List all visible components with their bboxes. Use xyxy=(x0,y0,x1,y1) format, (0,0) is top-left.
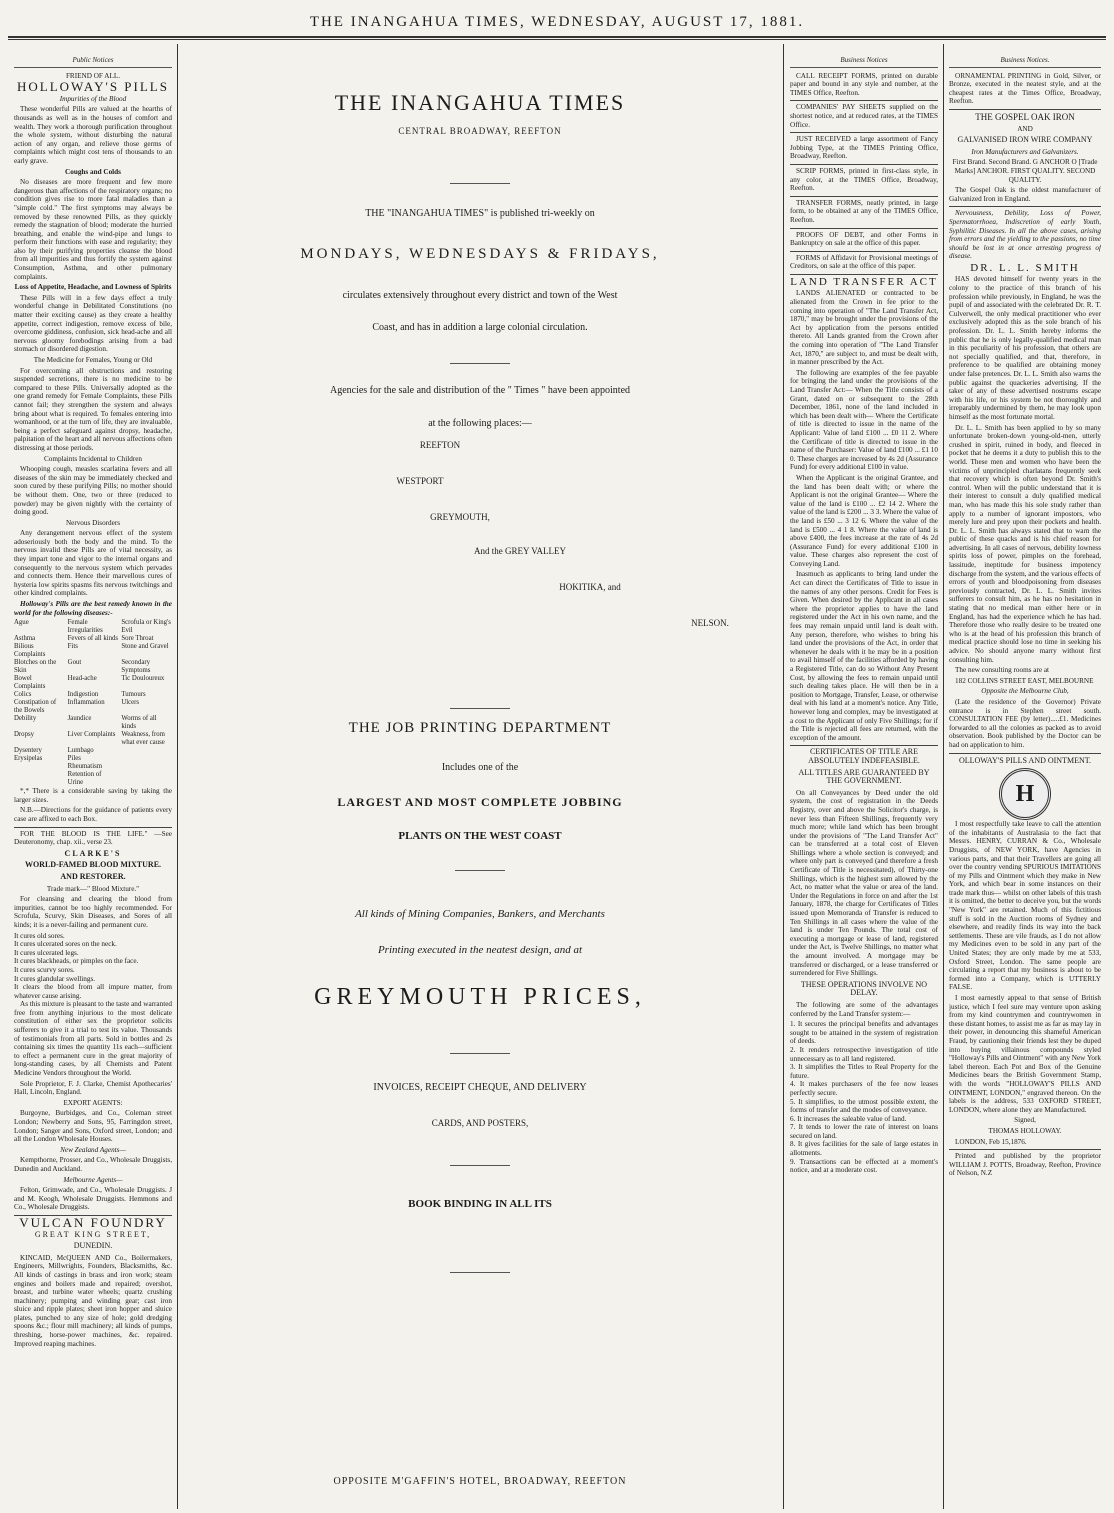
disease-cell: Bowel Complaints xyxy=(14,675,46,691)
disease-cell: Stone and Gravel xyxy=(121,643,169,651)
cure-item: It cures ulcerated legs. xyxy=(14,948,79,957)
disease-cell: Dropsy xyxy=(14,731,35,739)
publication-days: MONDAYS, WEDNESDAYS & FRIDAYS, xyxy=(300,246,660,262)
signed: Signed, xyxy=(1014,1116,1036,1125)
paragraph: For overcoming all obstructions and restoring suspended secretions, there is no medicine to be compared to these Pills. Universally adopted as the one grand remedy for Female Complaints, these Pills cannot fail; they strengthen the system and always bring about what is required. To females entering into womanhood, or at the turn of life, they are invaluable, being a perfect safeguard against dropsy, headache, palpitation of the heart and all nervous affections often distressing at those periods. xyxy=(14,366,172,452)
disease-cell: Secondary Symptoms xyxy=(121,659,151,675)
advantage-item: 3. It simplifies the Titles to Real Property for the future. xyxy=(790,1063,938,1080)
section-label: Public Notices xyxy=(14,56,172,68)
disease-cell: Erysipelas xyxy=(14,755,43,763)
diseases-intro: Holloway's Pills are the best remedy known in the world for the following diseases:- xyxy=(14,600,172,617)
advantage-item: 9. Transactions can be effected at a moment's notice, and at a moderate cost. xyxy=(790,1157,938,1175)
business-ad: PROOFS OF DEBT, and other Forms in Bankruptcy on sale at the office of this paper. xyxy=(790,231,938,252)
business-ad: COMPANIES' PAY SHEETS supplied on the shortest notice, and at reduced rates, at the TIMES Office. xyxy=(790,103,938,133)
subheading: Impurities of the Blood xyxy=(59,94,127,103)
divider xyxy=(450,183,510,184)
paragraph: For cleansing and clearing the blood from impurities, cannot be too highly recommended. For Scrofula, Scurvy, Skin Diseases, and Sores of all kinds; it is a never-failing and permanent cure. xyxy=(14,895,172,929)
paragraph: KINCAID, McQUEEN AND Co., Boilermakers, Engineers, Millwrights, Founders, Blacksmiths, &c. All kinds of castings in brass and iron work; steam engines and boilers made and repaired; overshot, breast, and turbine water wheels; quartz crushing machinery; pumping and winding gear; cast iron sluice and ripple plates; sheet iron hopper and sluice plates, punched to any size of hole; gold dredging spoons &c.; flour mill machinery; all kinds of pumps, threshing, horse-power machines, &c. repaired. Improved reaping machines. xyxy=(14,1253,172,1348)
column-rule-2 xyxy=(783,44,784,1509)
heading-restorer: AND RESTORER. xyxy=(60,871,126,881)
column-business-notices-1 xyxy=(790,56,938,1496)
paragraph: I most earnestly appeal to that sense of British justice, which I feel sure may venture upon asking from my kind countrymen and countrywomen in these distant homes, to assist me as far as may lay in their power, in denouncing this shameful American Fraud, by cautioning their friends lest they be duped into buying villainous compounds styled "Holloway's Pills and Ointment" with any New York label thereon. Each Pot and Box of the Genuine Medicines bears the British Government Stamp, with the words "HOLLOWAY'S PILLS AND OINTMENT, LONDON," engraved thereon. On the labels is the address, 533 OXFORD STREET, LONDON, where alone they are Manufactured. xyxy=(949,994,1101,1114)
paragraph: These wonderful Pills are valued at the hearths of thousands as well as in the houses of comfort and wealth. They work a thorough purification throughout the whole system, without disturbing the natural action of any organ, and relieve those germs of complaints which might cost tens of thousands to an early grave. xyxy=(14,105,172,165)
job-printing-heading: THE JOB PRINTING DEPARTMENT xyxy=(348,720,612,736)
place-4: And the GREY VALLEY xyxy=(473,546,567,556)
disease-cell: Sore Throat xyxy=(121,635,154,643)
paragraph: Nervousness, Debility, Loss of Power, Spermatorrhoea, Indiscretion of early Youth, Syphilitic Diseases. In all the above cases, arising from errors and the yielding to the passions, no time should be lost in at once arresting progress of disease. xyxy=(949,209,1101,261)
disease-cell xyxy=(121,763,172,771)
paragraph: Burgoyne, Burbidges, and Co., Coleman street London; Newberry and Sons, 95, Farringdon street, London; Sanger and Sons, Oxford street, London; and all the London Wholesale Houses. xyxy=(14,1109,172,1144)
paragraph: Whooping cough, measles scarlatina fevers and all diseases of the skin may be immediately checked and soon cured by these purifying Pills; no mother should be without them. One, two or three (reduced to powder) may be given nightly with the certainty of doing good. xyxy=(14,465,172,517)
subheading: Coughs and Colds xyxy=(65,167,121,176)
disease-cell: Bilious Complaints xyxy=(14,643,46,659)
all-kinds-line: All kinds of Mining Companies, Bankers, and Merchants xyxy=(355,908,605,920)
office-location: OPPOSITE M'GAFFIN'S HOTEL, BROADWAY, REEFTON xyxy=(333,1476,627,1487)
disease-cell: Colics xyxy=(14,691,32,699)
masthead: THE INANGAHUA TIMES, WEDNESDAY, AUGUST 17, 1881. xyxy=(309,14,805,30)
heading-clarke: CLARKE'S xyxy=(64,848,122,858)
divider xyxy=(450,708,510,709)
disease-cell: Head-ache xyxy=(67,675,97,683)
section-label: Business Notices. xyxy=(949,56,1101,68)
subheading: New Zealand Agents— xyxy=(60,1145,126,1154)
paragraph: The new consulting rooms are at xyxy=(955,666,1050,675)
masthead-rule xyxy=(8,36,1106,38)
cards-line: CARDS, AND POSTERS, xyxy=(431,1118,529,1128)
cures-list xyxy=(14,932,172,1001)
center-advertisement xyxy=(180,60,780,1513)
disease-cell: Ague xyxy=(14,619,29,627)
business-ads xyxy=(790,72,938,275)
business-ad: SCRIP FORMS, printed in first-class style, in any color, at the TIMES Office, Broadway, Reefton. xyxy=(790,167,938,197)
paragraph: The following are some of the advantages conferred by the Land Transfer system:— xyxy=(790,1000,938,1018)
advantages-list xyxy=(790,1020,938,1175)
largest-line: LARGEST AND MOST COMPLETE JOBBING xyxy=(337,795,623,809)
printing-line: Printing executed in the neatest design, and at xyxy=(377,944,583,956)
paragraph: No diseases are more frequent and few more dangerous than affections of the respiratory organs; no condition gives rise to more fatal maladies than a "simple cold." The first symptoms may always be removed by these renowned Pills, as they quickly remedy the stagnation of blood; moderate the hurried breathing, and enable the wind-pipe and lungs to perform their functions with ease and regularity; they also by their purifying properties cleanse the blood from all impurities and thus fortify the system against Consumption, Asthma, and other pulmonary complaints. xyxy=(14,178,172,281)
paragraph: When the Applicant is the original Grantee, and the land has been dealt with; or where the Applicant is not the original Grantee— Where the value of the land is £100 ... £2 14 2. Where the value of the land is £200 ... 3 3. Where the value of the land is £50 ... 3 12 6. Where the value of the land is £500 ... 4 1 8. Where the value of land is above £400, the fees increase at the rate of 4s 2d (Assurance Fund) for every additional £100 in value. These charges also represent the cost of Conveying Land. xyxy=(790,473,938,568)
business-ad: TRANSFER FORMS, neatly printed, in large form, to be obtained at any of the TIMES Office, Reefton. xyxy=(790,199,938,229)
disease-cell: Tic Douloureux xyxy=(121,675,165,683)
disease-cell xyxy=(121,755,172,763)
place-2: WESTPORT xyxy=(396,476,444,486)
date: LONDON, Feb 15,1876. xyxy=(949,1138,1101,1151)
advantage-item: 7. It tends to lower the rate of interest on loans secured on land. xyxy=(790,1123,938,1140)
subheading: Loss of Appetite, Headache, and Lowness of Spirits xyxy=(14,283,172,292)
cure-item: It clears the blood from all impure matter, from whatever cause arising. xyxy=(14,983,172,1000)
disease-cell xyxy=(14,763,65,771)
trade-mark-area xyxy=(949,768,1101,818)
invoices-line: INVOICES, RECEIPT CHEQUE, AND DELIVERY xyxy=(373,1082,587,1093)
heading-no-delay: THESE OPERATIONS INVOLVE NO DELAY. xyxy=(800,979,928,998)
business-ad: CALL RECEIPT FORMS, printed on durable paper and bound in any style and number, at the TIMES Office, Reefton. xyxy=(790,72,938,102)
address-note: Opposite the Melbourne Club, xyxy=(981,687,1069,696)
paragraph: FOR THE BLOOD IS THE LIFE." —See Deuteronomy, chap. xii., verse 23. xyxy=(14,829,172,847)
column-public-notices xyxy=(14,56,172,1496)
agencies-line: Agencies for the sale and distribution of the " Times " have been appointed xyxy=(329,385,631,396)
column-rule-3 xyxy=(943,44,944,1509)
paragraph: These Pills will in a few days effect a truly wonderful change in Debilitated Constitutions (no matter their exciting cause) as they create a healthy appetite, correct indigestion, remove excess of bile, overcome giddiness, confusion, sick head-ache and all nervous gloomy forebodings arising from a bad stomach or disordered digestion. xyxy=(14,293,172,354)
disease-cell: Inflammation xyxy=(67,699,105,707)
business-ad: JUST RECEIVED a large assortment of Fancy Jobbing Type, at the TIMES Printing Office, Broadway, Reefton. xyxy=(790,135,938,165)
diseases-table xyxy=(14,619,172,787)
trade-brands: First Brand. Second Brand. G ANCHOR O [Trade Marks] ANCHOR. FIRST QUALITY. SECOND QUALITY. xyxy=(952,158,1098,184)
heading-guaranteed: ALL TITLES ARE GUARANTEED BY THE GOVERNMENT. xyxy=(798,767,930,786)
paragraph: Inasmuch as applicants to bring land under the Act can direct the Certificates of Title to issue in the names of any other persons. Credit for Fees is Given. When desired by the Applicant in all cases where the proprietor applies to have the land registered under the Act in his own name, and the fees may remain unpaid until land is dealt with. Any person, therefore, who wishes to bring his land under the provisions of the Act, in order that whenever he deals with it he may be in a position to avail himself of the facilities afforded by having a Registered Title, can do so Without Any Present Cost, by allowing the fees to remain unpaid until such dealing takes place. He will then be in a position to Mortgage, Transfer, Lease, or otherwise deal with his land at a moment's notice. Any Title, however long and complex, may be investigated at a cost to the Applicant of only Five Shillings; for if the Title is rejected all fees are returned, with the exception of the amount. xyxy=(790,570,938,742)
published-line: THE "INANGAHUA TIMES" is published tri-weekly on xyxy=(365,208,595,219)
paragraph: LANDS ALIENATED or contracted to be alienated from the Crown in fee prior to the coming into operation of "The Land Transfer Act, 1870," may be brought under the provisions of the Act by application from the persons entitled thereto. All Lands granted from the Crown after the coming into operation of "The Land Transfer Act, 1870," are subject to, and must be dealt with, in manner prescribed by the Act. xyxy=(790,289,938,367)
disease-cell: Asthma xyxy=(14,635,36,643)
disease-cell: Piles xyxy=(67,755,81,763)
disease-cell: Liver Complaints xyxy=(67,731,116,739)
paragraph: Sole Proprietor, F. J. Clarke, Chemist Apothecaries' Hall, Lincoln, England. xyxy=(14,1079,172,1097)
disease-cell: Female Irregularities xyxy=(67,619,103,635)
note: *,* There is a considerable saving by taking the larger sizes. xyxy=(14,787,172,804)
subheading: The Medicine for Females, Young or Old xyxy=(33,356,153,364)
plants-line: PLANTS ON THE WEST COAST xyxy=(398,830,562,842)
place-3: GREYMOUTH, xyxy=(430,512,490,522)
paragraph: As this mixture is pleasant to the taste and warranted free from anything injurious to the most delicate constitution of either sex the proprietor solicits sufferers to give it a trial to test its value. Thousands of testimonials from all parts. Sold in bottles and 2s containing six times the quantity 11s each—sufficient to effect a permanent cure in the great majority of long-standing cases, by all Chemists and Patent Medicine Vendors throughout the World. xyxy=(14,1000,172,1078)
heading-gospel-oak: THE GOSPEL OAK IRON xyxy=(975,111,1075,122)
disease-cell: Indigestion xyxy=(67,691,99,699)
disease-cell: Scrofula or King's Evil xyxy=(121,619,171,635)
business-ad: FORMS of Affidavit for Provisional meetings of Creditors, on sale at the office of this paper. xyxy=(790,254,938,275)
heading-friend: FRIEND OF ALL. xyxy=(65,71,121,80)
heading-holloway: HOLLOWAY'S PILLS xyxy=(17,79,169,95)
paragraph: The following are examples of the fee payable for bringing the land under the provisions of the Land Transfer Act:— When the Title consists of a Grant, dated on or subsequent to the 28th December, 1861, none of the land included in which has been dealt with— Where the Certificate of title is directed to issue in the name of the Applicant: Value of land £100 ... £0 11 2. Where the Certificate of title is directed to issue in the name of the Purchaser: Value of land £100 ... £1 10 0. These charges are increased by 4s 2d (Assurance Fund) for every additional £100 in value. xyxy=(790,368,938,472)
heading-street: GREAT KING STREET, xyxy=(34,1229,152,1239)
binding-line: BOOK BINDING IN ALL ITS xyxy=(408,1198,552,1210)
paper-title: THE INANGAHUA TIMES xyxy=(334,90,626,115)
circulation-line: circulates extensively throughout every district and town of the West xyxy=(342,290,618,301)
advantage-item: 6. It increases the saleable value of land. xyxy=(790,1114,907,1123)
heading-galvanised: GALVANISED IRON WIRE COMPANY xyxy=(957,135,1093,145)
paragraph: The Gospel Oak is the oldest manufacturer of Galvanized Iron in England. xyxy=(949,186,1101,207)
circulation-line-2: Coast, and has in addition a large colonial circulation. xyxy=(372,322,588,333)
heading-certificates: CERTIFICATES OF TITLE ARE ABSOLUTELY INDEFEASIBLE. xyxy=(790,745,938,765)
disease-cell: Retention of Urine xyxy=(67,771,102,787)
cure-item: It cures blackheads, or pimples on the face. xyxy=(14,957,139,966)
address: 182 COLLINS STREET EAST, MELBOURNE xyxy=(955,676,1094,685)
signature: THOMAS HOLLOWAY. xyxy=(988,1126,1062,1135)
disease-cell: Constipation of the Bowels xyxy=(14,699,57,715)
paragraph: (Late the residence of the Governor) Private entrance is in Stephen street south. CONSULTATION FEE (by letter).....£1. Medicines forwarded to all the colonies as packed as to avoid observation. Book published by the Doctor can be had on application to him. xyxy=(949,698,1101,754)
disease-cell: Gout xyxy=(67,659,82,667)
subheading: Melbourne Agents— xyxy=(63,1175,123,1184)
disease-cell: Blotches on the Skin xyxy=(14,659,57,675)
disease-cell xyxy=(14,771,65,787)
advantage-item: 4. It makes purchasers of the fee now leases perfectly secure. xyxy=(790,1080,938,1097)
heading-blood-mixture: WORLD-FAMED BLOOD MIXTURE. xyxy=(24,860,162,870)
paragraph: ORNAMENTAL PRINTING in Gold, Silver, or Bronze, executed in the neatest style, and at the cheapest rates at the Times Office, Broadway, Reefton. xyxy=(949,72,1101,110)
advantage-item: 2. It renders retrospective investigation of title unnecessary as to all land registered. xyxy=(790,1045,938,1063)
paragraph: Dr. L. L. Smith has been applied to by so many unfortunate broken-down young-old-men, utterly crushed in spirit, ruined in body, and fleeced in pocket that he deems it a duty to publish this to the world. These men and women who have been the victims of unprincipled charlatans frequently seek that recovery which is often beyond Dr. Smith's control. When will the public understand that it is their interest to consult a duly qualified medical man, who has made this his sole study rather than apply to a number of ignorant impostors, who merely lure and prey upon their pockets and health. Dr. L. L. Smith has always stated that to warn the public of these quacks and is his chief reason for advertising. In all cases of nervous, debility lowness spirits loss of power, pimples on the forehead, lassitude, ineptitude for business impotency discharge from the system, and the various effects of errors of youth and bloodpoisoning from diseases previously contracted, Dr. L. L. Smith invites sufferers to consult him, as he has no hesitation in stating that no medical man either here or in England, has had the experience which he has had. Therefore those who really desire to be treated one who is at the head of his profession this branch of medical practice should lose no time in seeking his advice. No should anyone marry without first consulting him. xyxy=(949,423,1101,664)
disease-cell xyxy=(121,771,172,787)
cure-item: It cures scurvy sores. xyxy=(14,965,75,974)
place-1: REEFTON xyxy=(419,440,461,450)
disease-cell: Debility xyxy=(14,715,37,723)
disease-cell: Worms of all kinds xyxy=(121,715,157,731)
heading-vulcan: VULCAN FOUNDRY xyxy=(19,1214,167,1230)
section-label: Business Notices xyxy=(790,56,938,68)
advantage-item: 8. It gives facilities for the sale of large estates in allotments. xyxy=(790,1140,938,1158)
place-6: NELSON. xyxy=(691,618,729,628)
note: N.B.—Directions for the guidance of patients every case are affixed to each Box. xyxy=(14,806,172,827)
subheading: Complaints Incidental to Children xyxy=(43,454,142,463)
heading-and: AND xyxy=(1017,124,1033,133)
subheading: Nervous Disorders xyxy=(65,518,121,527)
disease-cell: Lumbago xyxy=(67,747,94,755)
cure-item: It cures ulcerated sores on the neck. xyxy=(14,940,117,949)
disease-cell: Ulcers xyxy=(121,699,140,707)
paragraph: Any derangement nervous effect of the system adoseriously both the body and the mind. To the nervous invalid these Pills are of vital necessity, as they impart tone and vigor to the internal organs and consequently to the nervous system which pervades and connects them. Hence their marvellous cures of hysteria low spirits spasms fits nervous twitchings and other kindred complaints. xyxy=(14,529,172,598)
disease-cell: Tumours xyxy=(121,691,146,699)
paper-address: CENTRAL BROADWAY, REEFTON xyxy=(398,126,562,136)
places-intro: at the following places:— xyxy=(428,418,532,429)
disease-cell: Rheumatism xyxy=(67,763,103,771)
imprint: Printed and published by the proprietor WILLIAM J. POTTS, Broadway, Reefton, Province of Nelson, N.Z xyxy=(949,1152,1101,1178)
includes-line: Includes one of the xyxy=(441,762,519,773)
holloway-seal-icon: H xyxy=(999,768,1051,820)
divider xyxy=(450,363,510,364)
divider xyxy=(455,870,505,871)
paragraph: I most respectfully take leave to call the attention of the inhabitants of Australasia to the fact that Messrs. HENRY, CURRAN & Co., Wholesale Druggists, of NEW YORK, have Agencies in various parts, and that their Travellers are going all over the country vending SPURIOUS IMITATIONS of my Pills and Ointment which they make in New York, and which bear in some instances on their trade mark thus— whilst on other labels of this trash it is omitted, the better to deceive you, but the words "New York" are retained. Much of this fictitious stuff is sold in the Auction rooms of Sydney and elsewhere, and readily finds its way into the back settlements. These are vile frauds, as I do not allow my Medicines even to be sold in any part of the United States; they are only made by me at 533, Oxford Street, London. The same people are circulating a report that my business is about to be formed into a Company, which is UTTERLY FALSE. xyxy=(949,820,1101,992)
disease-cell: Weakness, from what ever cause xyxy=(121,731,165,747)
masthead-rule-thin xyxy=(8,39,1106,40)
place-5: HOKITIKA, and xyxy=(559,582,621,592)
disease-cell: Jaundice xyxy=(67,715,92,723)
paragraph: HAS devoted himself for twenty years in the colony to the practice of this branch of his profession while previously, in England, he was the pupil of and associated with the celebrated Dr. R. T. Culverwell, the only medical practitioner who ever exclusively adopted this as the sole branch of his profession. Dr. L. L. Smith hereby informs the public that he is only legally-qualified medical man in this peculiarity of his profession, that others are not specially qualified, and that, therefore, in preference to be qualified are obtaining money under false pretences. Dr. L. L. Smith also warns the public against the quackeries advertising. If the taker of any of these advertised nostrums escape with his life, or his system be not thoroughly and irreparably undermined by them, he may look upon himself as the most fortunate mortal. xyxy=(949,275,1101,421)
divider xyxy=(450,1272,510,1273)
advantage-item: 5. It simplifies, to the utmost possible extent, the forms of transfer and the modes of conveyance. xyxy=(790,1097,938,1115)
heading-town: DUNEDIN. xyxy=(73,1241,113,1251)
divider xyxy=(450,1165,510,1166)
paragraph: Felton, Grimwade, and Co., Wholesale Druggists. J and M. Keogh, Wholesale Druggists. Hemmons and Co., Wholesale Druggists. xyxy=(14,1186,172,1216)
subheading: Iron Manufacturers and Galvanizers. xyxy=(971,147,1079,156)
disease-cell xyxy=(121,747,172,755)
subheading: EXPORT AGENTS: xyxy=(63,1098,123,1107)
heading-land-transfer: LAND TRANSFER ACT xyxy=(790,275,938,288)
divider xyxy=(450,1053,510,1054)
heading-holloway-notice: OLLOWAY'S PILLS AND OINTMENT. xyxy=(958,755,1092,765)
advantage-item: 1. It secures the principal benefits and advantages sought to be attained in the system of registration of deeds. xyxy=(790,1020,938,1046)
disease-cell: Fevers of all kinds xyxy=(67,635,119,643)
greymouth-prices: GREYMOUTH PRICES, xyxy=(314,984,646,1010)
column-rule-1 xyxy=(177,44,178,1509)
disease-cell: Fits xyxy=(67,643,78,651)
cure-item: It cures glandular swellings. xyxy=(14,974,96,983)
heading-dr-smith: DR. L. L. SMITH xyxy=(970,261,1080,274)
trade-mark: Trade mark—" Blood Mixture." xyxy=(46,884,140,893)
cure-item: It cures old sores. xyxy=(14,931,65,940)
disease-cell: Dysentery xyxy=(14,747,42,755)
paragraph: On all Conveyances by Deed under the old system, the cost of registration in the Deeds Registry, over and above the Solicitor's charge, is never less than Fifteen Shillings, frequently very much more; while land which has been brought under the provisions of "The Land Transfer Act" can be transferred at a total cost of Eleven Shillings where a whole section is conveyed; and where only part is conveyed (and therefore a fresh Certificate of Title is necessitated), of Thirty-one Shillings, which is the highest sum allowed by the Act, no matter what the value or area of the land. Under the Regulations in force on and after the 1st January, 1878, the charge for Certificates of Titles issued upon Memoranda of Transfer is reduced to Ten Shillings in all cases where the value of the land is under Ten Pounds. The total cost of executing a mortgage or lease of land, registered under the Act, is Twelve Shillings, no matter what the amount involved. A mortgage may be transferred or discharged, or a lease transferred or surrendered for Five Shillings. xyxy=(790,788,938,978)
column-business-notices-2 xyxy=(949,56,1101,1496)
paragraph: Kempthorne, Prosser, and Co., Wholesale Druggists, Dunedin and Auckland. xyxy=(14,1156,172,1173)
